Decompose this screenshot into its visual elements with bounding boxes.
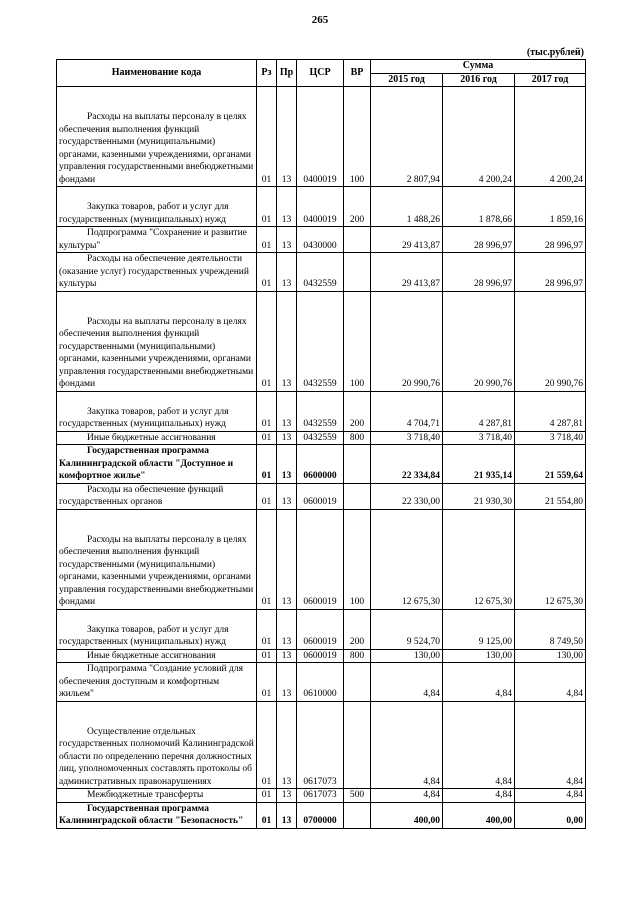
row-csr: 0600019	[297, 609, 344, 649]
table-row	[57, 509, 586, 609]
row-2016: 4 287,81	[443, 391, 515, 431]
row-name: Государственная программа Калининградской области "Доступное и комфортное жилье"	[57, 445, 257, 484]
row-vr: 200	[344, 187, 371, 227]
row-pr: 13	[277, 802, 297, 828]
row-pr: 13	[277, 445, 297, 484]
table-row	[57, 87, 586, 187]
row-rz: 01	[257, 253, 277, 292]
row-2015: 4 704,71	[371, 391, 443, 431]
table-row	[57, 483, 586, 509]
table-row	[57, 445, 586, 484]
table-row	[57, 431, 586, 445]
page-number: 265	[311, 14, 329, 26]
header-pr: Пр	[277, 60, 297, 87]
table-row	[57, 649, 586, 663]
table-row	[57, 227, 586, 253]
row-2017: 28 996,97	[515, 227, 586, 253]
row-pr: 13	[277, 187, 297, 227]
row-2015: 2 807,94	[371, 87, 443, 187]
row-rz: 01	[257, 227, 277, 253]
row-2016: 21 935,14	[443, 445, 515, 484]
header-rz: Рз	[257, 60, 277, 87]
row-rz: 01	[257, 431, 277, 445]
row-2016: 12 675,30	[443, 509, 515, 609]
header-2015: 2015 год	[371, 73, 443, 87]
row-pr: 13	[277, 509, 297, 609]
row-csr: 0600019	[297, 483, 344, 509]
row-rz: 01	[257, 445, 277, 484]
row-rz: 01	[257, 609, 277, 649]
row-csr: 0400019	[297, 187, 344, 227]
row-vr: 100	[344, 291, 371, 391]
row-vr	[344, 663, 371, 702]
table-row	[57, 701, 586, 789]
row-name: Осуществление отдельных государственных полномочий Калининградской области по определению перечня должностных лиц, уполномоченных составлять протоколы об административных правонарушениях	[57, 701, 257, 789]
row-rz: 01	[257, 701, 277, 789]
row-2017: 12 675,30	[515, 509, 586, 609]
row-csr: 0700000	[297, 802, 344, 828]
header-2017: 2017 год	[515, 73, 586, 87]
row-2016: 130,00	[443, 649, 515, 663]
row-rz: 01	[257, 509, 277, 609]
row-pr: 13	[277, 663, 297, 702]
row-csr: 0610000	[297, 663, 344, 702]
table-row	[57, 663, 586, 702]
row-2015: 1 488,26	[371, 187, 443, 227]
row-name: Закупка товаров, работ и услуг для государственных (муниципальных) нужд	[57, 187, 257, 227]
table-row	[57, 789, 586, 803]
row-2017: 4,84	[515, 701, 586, 789]
row-2015: 9 524,70	[371, 609, 443, 649]
row-name: Расходы на обеспечение деятельности (оказание услуг) государственных учреждений культуры	[57, 253, 257, 292]
table-row	[57, 609, 586, 649]
row-vr: 800	[344, 431, 371, 445]
row-vr	[344, 253, 371, 292]
row-2017: 8 749,50	[515, 609, 586, 649]
row-name: Расходы на выплаты персоналу в целях обеспечения выполнения функций государственными (муниципальными) органами, казенными учреждениями, органами управления государственными внебюджетными фондами	[57, 87, 257, 187]
row-vr	[344, 802, 371, 828]
row-2017: 21 554,80	[515, 483, 586, 509]
row-name: Иные бюджетные ассигнования	[57, 649, 257, 663]
row-name: Расходы на обеспечение функций государственных органов	[57, 483, 257, 509]
header-name: Наименование кода	[57, 60, 257, 87]
row-2015: 22 334,84	[371, 445, 443, 484]
row-pr: 13	[277, 391, 297, 431]
row-2016: 9 125,00	[443, 609, 515, 649]
row-vr: 200	[344, 391, 371, 431]
row-2015: 4,84	[371, 789, 443, 803]
row-name: Расходы на выплаты персоналу в целях обеспечения выполнения функций государственными (муниципальными) органами, казенными учреждениями, органами управления государственными внебюджетными фондами	[57, 509, 257, 609]
row-vr: 500	[344, 789, 371, 803]
row-2016: 4 200,24	[443, 87, 515, 187]
row-name: Иные бюджетные ассигнования	[57, 431, 257, 445]
row-csr: 0432559	[297, 431, 344, 445]
row-2017: 21 559,64	[515, 445, 586, 484]
row-2015: 3 718,40	[371, 431, 443, 445]
row-2017: 28 996,97	[515, 253, 586, 292]
row-2016: 20 990,76	[443, 291, 515, 391]
row-2015: 400,00	[371, 802, 443, 828]
budget-table	[56, 59, 586, 829]
row-rz: 01	[257, 87, 277, 187]
row-vr	[344, 445, 371, 484]
row-vr: 800	[344, 649, 371, 663]
header-vr: ВР	[344, 60, 371, 87]
row-pr: 13	[277, 609, 297, 649]
row-name: Подпрограмма "Сохранение и развитие культуры"	[57, 227, 257, 253]
row-csr: 0400019	[297, 87, 344, 187]
header-csr: ЦСР	[297, 60, 344, 87]
table-row	[57, 253, 586, 292]
table-row	[57, 291, 586, 391]
row-csr: 0600000	[297, 445, 344, 484]
row-2015: 4,84	[371, 701, 443, 789]
header-2016: 2016 год	[443, 73, 515, 87]
row-pr: 13	[277, 227, 297, 253]
row-pr: 13	[277, 483, 297, 509]
unit-note: (тыс.рублей)	[526, 47, 584, 58]
row-rz: 01	[257, 391, 277, 431]
row-csr: 0430000	[297, 227, 344, 253]
row-rz: 01	[257, 802, 277, 828]
row-name: Государственная программа Калининградской области "Безопасность"	[57, 802, 257, 828]
row-2015: 22 330,00	[371, 483, 443, 509]
row-2016: 400,00	[443, 802, 515, 828]
header-sum: Сумма	[371, 60, 586, 74]
row-rz: 01	[257, 649, 277, 663]
row-2017: 130,00	[515, 649, 586, 663]
row-name: Закупка товаров, работ и услуг для государственных (муниципальных) нужд	[57, 391, 257, 431]
row-2017: 1 859,16	[515, 187, 586, 227]
row-2015: 20 990,76	[371, 291, 443, 391]
row-vr: 100	[344, 509, 371, 609]
row-csr: 0432559	[297, 253, 344, 292]
row-vr: 200	[344, 609, 371, 649]
row-rz: 01	[257, 187, 277, 227]
row-2015: 130,00	[371, 649, 443, 663]
row-name: Межбюджетные трансферты	[57, 789, 257, 803]
row-csr: 0432559	[297, 391, 344, 431]
row-2017: 3 718,40	[515, 431, 586, 445]
row-name: Подпрограмма "Создание условий для обеспечения доступным и комфортным жильем"	[57, 663, 257, 702]
row-pr: 13	[277, 701, 297, 789]
row-name: Закупка товаров, работ и услуг для государственных (муниципальных) нужд	[57, 609, 257, 649]
row-2016: 3 718,40	[443, 431, 515, 445]
row-2016: 1 878,66	[443, 187, 515, 227]
row-2016: 21 930,30	[443, 483, 515, 509]
row-2015: 29 413,87	[371, 227, 443, 253]
row-2015: 12 675,30	[371, 509, 443, 609]
row-pr: 13	[277, 253, 297, 292]
row-pr: 13	[277, 789, 297, 803]
row-2015: 4,84	[371, 663, 443, 702]
row-2017: 4 200,24	[515, 87, 586, 187]
row-csr: 0600019	[297, 649, 344, 663]
row-pr: 13	[277, 87, 297, 187]
row-2017: 20 990,76	[515, 291, 586, 391]
row-2017: 4,84	[515, 663, 586, 702]
row-rz: 01	[257, 789, 277, 803]
row-2015: 29 413,87	[371, 253, 443, 292]
row-csr: 0600019	[297, 509, 344, 609]
row-csr: 0432559	[297, 291, 344, 391]
row-rz: 01	[257, 483, 277, 509]
table-row	[57, 187, 586, 227]
row-vr	[344, 227, 371, 253]
row-2016: 4,84	[443, 701, 515, 789]
row-pr: 13	[277, 291, 297, 391]
row-2016: 28 996,97	[443, 227, 515, 253]
row-csr: 0617073	[297, 701, 344, 789]
table-header	[57, 60, 586, 87]
table-row	[57, 802, 586, 828]
row-2017: 0,00	[515, 802, 586, 828]
row-pr: 13	[277, 431, 297, 445]
row-2016: 4,84	[443, 789, 515, 803]
row-csr: 0617073	[297, 789, 344, 803]
row-vr	[344, 701, 371, 789]
row-2016: 4,84	[443, 663, 515, 702]
row-vr: 100	[344, 87, 371, 187]
row-2016: 28 996,97	[443, 253, 515, 292]
row-vr	[344, 483, 371, 509]
row-pr: 13	[277, 649, 297, 663]
row-rz: 01	[257, 663, 277, 702]
row-2017: 4,84	[515, 789, 586, 803]
row-name: Расходы на выплаты персоналу в целях обеспечения выполнения функций государственными (муниципальными) органами, казенными учреждениями, органами управления государственными внебюджетными фондами	[57, 291, 257, 391]
table-row	[57, 391, 586, 431]
row-rz: 01	[257, 291, 277, 391]
row-2017: 4 287,81	[515, 391, 586, 431]
